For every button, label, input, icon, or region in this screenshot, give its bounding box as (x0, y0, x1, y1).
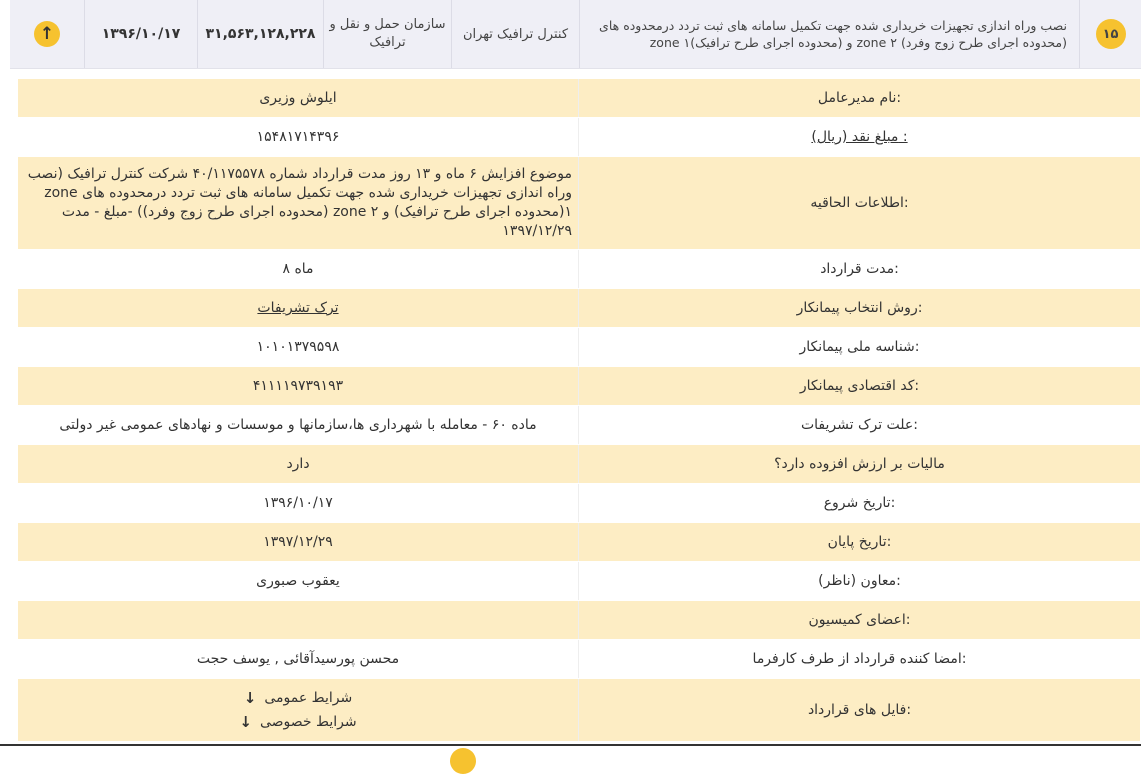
row-number-cell (1079, 0, 1141, 68)
detail-row-tender-waiver-reason (18, 406, 1140, 445)
contract-title: نصب وراه اندازی تجهیزات خریداری شده جهت تکمیل سامانه های ثبت تردد درمحدوده های zone ۱(محدوده اجرای طرح ترافیک) و zone ۲ (محدوده اجرای طرح زوج وفرد) (579, 0, 1079, 68)
file-general-terms[interactable] (244, 689, 352, 707)
download-arrow-icon[interactable]: ↓ (239, 713, 252, 731)
detail-value (18, 601, 578, 639)
contract-amount: ۳۱,۵۶۳,۱۲۸,۲۲۸ (197, 0, 323, 68)
detail-label: نام مدیرعامل: (578, 79, 1140, 117)
detail-value: ۸ ماه (282, 261, 314, 277)
detail-value: یعقوب صبوری (256, 573, 340, 589)
detail-label: روش انتخاب پیمانکار: (578, 289, 1140, 327)
collapse-toggle-cell (10, 0, 84, 68)
row-number-badge: ۱۵ (1096, 19, 1126, 49)
detail-row-national-id (18, 328, 1140, 367)
detail-value: ۱۳۹۶/۱۰/۱۷ (263, 495, 333, 511)
detail-row-cash-amount (18, 118, 1140, 157)
detail-row-commission (18, 601, 1140, 640)
arrow-up-icon[interactable]: ↑ (34, 21, 60, 47)
detail-label: تاریخ شروع: (578, 484, 1140, 522)
detail-value: ۱۰۱۰۱۳۷۹۵۹۸ (256, 339, 340, 355)
detail-value-link[interactable] (18, 289, 578, 327)
contract-date: ۱۳۹۶/۱۰/۱۷ (84, 0, 197, 68)
selection-method-link[interactable]: ترک تشریفات (257, 300, 339, 316)
detail-label: علت ترک تشریفات: (578, 406, 1140, 444)
file-label[interactable]: شرایط خصوصی (260, 714, 357, 730)
file-specific-terms[interactable] (239, 713, 356, 731)
detail-value: ۴۱۱۱۱۹۷۳۹۱۹۳ (252, 378, 344, 394)
detail-label: کد اقتصادی پیمانکار: (578, 367, 1140, 405)
detail-label: اعضای کمیسیون: (578, 601, 1140, 639)
detail-row-supervisor (18, 562, 1140, 601)
addendum-text: موضوع افزایش ۶ ماه و ۱۳ روز مدت قرارداد شماره ۴۰/۱۱۷۵۵۷۸ شرکت کنترل ترافیک (نصب وراه اندازی تجهیزات خریداری شده جهت تکمیل سامانه های ثبت تردد درمحدوده های zone ۱(محدوده اجرای طرح ترافیک) و zone ۲ (محدوده اجرای طرح زوج وفرد)) -مبلغ - مدت ۱۳۹۷/۱۲/۲۹ (27, 166, 572, 239)
divider (0, 744, 1141, 746)
detail-value: ۱۵۴۸۱۷۱۴۳۹۶ (256, 129, 340, 145)
detail-row-ceo (18, 79, 1140, 118)
cash-amount-label[interactable]: مبلغ نقد (ریال) : (811, 129, 908, 145)
detail-label: تاریخ پایان: (578, 523, 1140, 561)
detail-value: محسن پورسیدآقائی , یوسف حجت (196, 651, 400, 667)
detail-label: فایل های قرارداد: (578, 679, 1140, 741)
detail-value (18, 157, 578, 249)
detail-label: مدت قرارداد: (578, 250, 1140, 288)
detail-value: ایلوش وزیری (259, 90, 337, 106)
detail-label: معاون (ناظر): (578, 562, 1140, 600)
detail-row-addendum (18, 157, 1140, 250)
detail-value: ماده ۶۰ - معامله با شهرداری ها،سازمانها و موسسات و نهادهای عمومی غیر دولتی (59, 417, 537, 433)
detail-row-vat (18, 445, 1140, 484)
detail-row-selection-method (18, 289, 1140, 328)
detail-row-duration (18, 250, 1140, 289)
detail-value: دارد (286, 456, 310, 472)
detail-row-economic-code (18, 367, 1140, 406)
contract-details (18, 79, 1140, 742)
detail-label: امضا کننده قرارداد از طرف کارفرما: (578, 640, 1140, 678)
detail-row-start-date (18, 484, 1140, 523)
detail-row-end-date (18, 523, 1140, 562)
detail-label: مالیات بر ارزش افزوده دارد؟ (578, 445, 1140, 483)
agency-name: سازمان حمل و نقل و ترافیک (323, 0, 451, 68)
contract-files (18, 679, 578, 741)
download-arrow-icon[interactable]: ↓ (243, 689, 257, 707)
detail-row-signatory (18, 640, 1140, 679)
detail-label-link[interactable] (578, 118, 1140, 156)
contract-summary-row[interactable] (10, 0, 1141, 69)
detail-label: اطلاعات الحاقیه: (578, 157, 1140, 249)
detail-row-contract-files (18, 679, 1140, 742)
contractor-name: کنترل ترافیک تهران (451, 0, 579, 68)
detail-value: ۱۳۹۷/۱۲/۲۹ (263, 534, 333, 550)
detail-label: شناسه ملی پیمانکار: (578, 328, 1140, 366)
file-label[interactable]: شرایط عمومی (264, 690, 353, 706)
